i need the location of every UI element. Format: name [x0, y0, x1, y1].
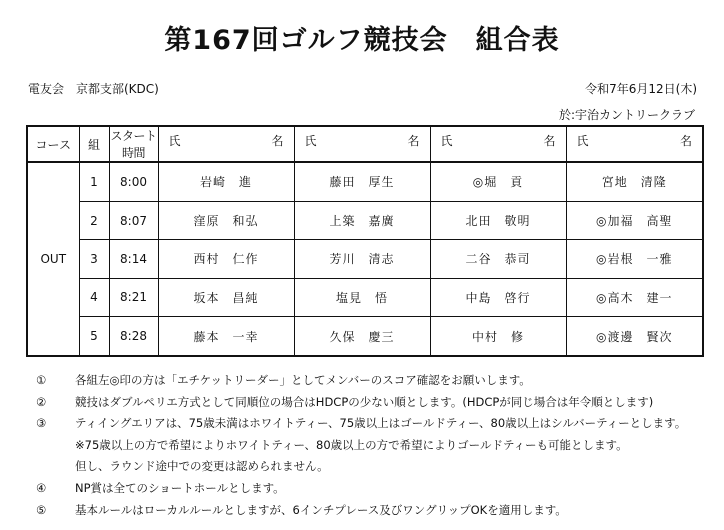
note-number	[36, 435, 75, 457]
note-number: ③	[36, 416, 47, 431]
note-number	[36, 456, 75, 478]
header-first: 氏	[304, 134, 317, 148]
player-cell: 藤本 一幸	[158, 317, 294, 356]
note-number: ⑤	[36, 502, 47, 517]
time-cell: 8:21	[109, 278, 158, 316]
note-item	[36, 456, 686, 478]
player-cell: 芳川 清志	[294, 240, 430, 278]
table-row	[27, 317, 703, 356]
player-cell: 宮地 清隆	[566, 162, 703, 201]
note-text: 但し、ラウンド途中での変更は認められません。	[75, 459, 329, 474]
player-cell: 中島 啓行	[430, 278, 566, 316]
note-item	[36, 478, 686, 500]
notes-list	[36, 370, 686, 521]
player-cell: 藤田 厚生	[294, 162, 430, 201]
group-cell: 1	[79, 162, 109, 201]
group-cell: 3	[79, 240, 109, 278]
header-first: 氏	[440, 134, 453, 148]
note-number: ①	[36, 373, 47, 387]
time-cell: 8:07	[109, 201, 158, 239]
header-player-4	[566, 126, 703, 162]
player-cell: 坂本 昌純	[158, 278, 294, 316]
player-cell: 北田 敬明	[430, 201, 566, 239]
table-row	[27, 162, 703, 201]
note-number: ④	[36, 480, 47, 495]
time-cell: 8:14	[109, 240, 158, 278]
header-start-time: スタート時間	[109, 126, 158, 162]
header-player-2	[294, 126, 430, 162]
table-row	[27, 240, 703, 278]
page-title: 第167回ゴルフ競技会 組合表	[164, 25, 560, 56]
header-player-3	[430, 126, 566, 162]
group-cell: 4	[79, 278, 109, 316]
note-number: ②	[36, 394, 47, 409]
time-cell: 8:28	[109, 317, 158, 356]
note-text: NP賞は全てのショートホールとします。	[75, 480, 285, 495]
header-player-1	[158, 126, 294, 162]
player-cell: ◎渡邊 賢次	[566, 317, 703, 356]
player-cell: ◎加福 高聖	[566, 201, 703, 239]
pairing-table	[26, 125, 704, 357]
note-text: ティイングエリアは、75歳未満はホワイトティー、75歳以上はゴールドティー、80歳以上はシルバーティーとします。	[75, 416, 687, 431]
header-first: 氏	[576, 134, 589, 148]
header-last: 名	[543, 134, 556, 148]
header-group: 組	[79, 126, 109, 162]
player-cell: 塩見 悟	[294, 278, 430, 316]
player-cell: 中村 修	[430, 317, 566, 356]
header-course: コース	[27, 126, 79, 162]
table-row	[27, 278, 703, 316]
header-first: 氏	[168, 134, 181, 148]
note-text: 各組左◎印の方は「エチケットリーダー」としてメンバーのスコア確認をお願いします。	[75, 373, 531, 387]
time-cell: 8:00	[109, 162, 158, 201]
table-header-row	[27, 126, 703, 162]
note-item	[36, 500, 686, 522]
note-text: 競技はダブルペリエ方式として同順位の場合はHDCPの少ない順とします。(HDCPが同じ場合は年令順とします)	[75, 394, 654, 409]
header-last: 名	[271, 134, 284, 148]
organization-label: 電友会 京都支部(KDC)	[28, 82, 159, 96]
venue-label: 於:宇治カントリークラブ	[558, 108, 695, 122]
player-cell: 岩崎 進	[158, 162, 294, 201]
note-text: ※75歳以上の方で希望によりホワイトティー、80歳以上の方で希望によりゴールドティーも可能とします。	[75, 437, 628, 452]
note-item	[36, 370, 686, 392]
note-item	[36, 435, 686, 457]
note-item	[36, 392, 686, 414]
course-cell: OUT	[27, 162, 79, 356]
event-date: 令和7年6月12日(木)	[585, 82, 697, 96]
header-last: 名	[679, 134, 692, 148]
group-cell: 2	[79, 201, 109, 239]
player-cell: 西村 仁作	[158, 240, 294, 278]
player-cell: 二谷 恭司	[430, 240, 566, 278]
note-item	[36, 413, 686, 435]
player-cell: ◎堀 貢	[430, 162, 566, 201]
table-row	[27, 201, 703, 239]
player-cell: ◎高木 建一	[566, 278, 703, 316]
player-cell: 久保 慶三	[294, 317, 430, 356]
player-cell: ◎岩根 一雅	[566, 240, 703, 278]
player-cell: 窪原 和弘	[158, 201, 294, 239]
header-last: 名	[407, 134, 420, 148]
player-cell: 上築 嘉廣	[294, 201, 430, 239]
group-cell: 5	[79, 317, 109, 356]
note-text: 基本ルールはローカルルールとしますが、6インチプレース及びワングリップOKを適用します。	[75, 502, 567, 517]
